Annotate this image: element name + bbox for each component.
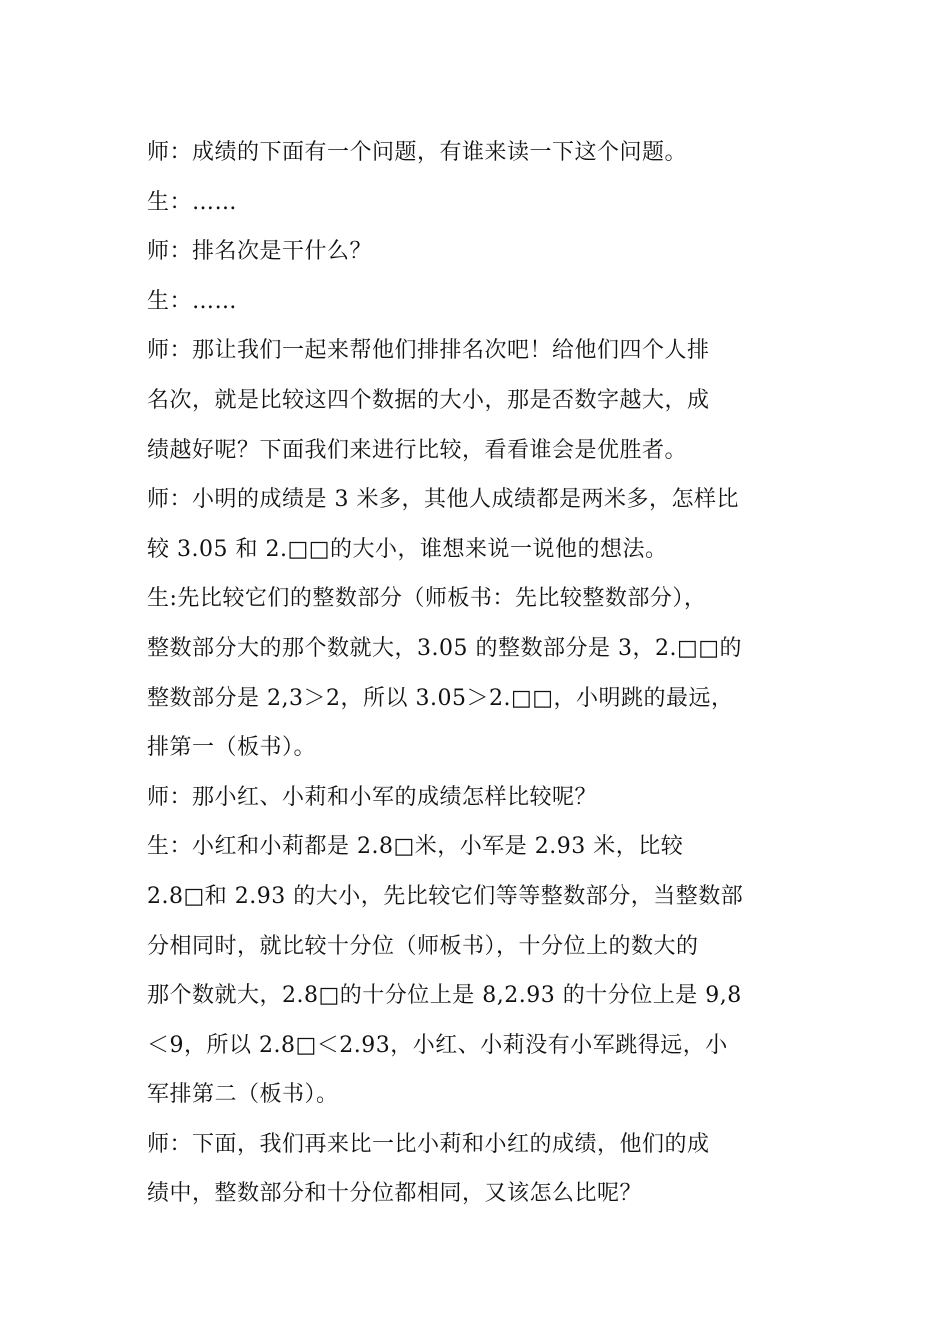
text-line: ＜9，所以 2.8□＜2.93，小红、小莉没有小军跳得远，小 (147, 1032, 728, 1058)
text-line: 生：…… (147, 288, 238, 314)
text-line: 师：排名次是干什么？ (147, 239, 373, 265)
text-line: 师：下面，我们再来比一比小莉和小红的成绩，他们的成 (147, 1131, 710, 1157)
document-body (147, 128, 817, 1219)
text-line: 师：那让我们一起来帮他们排排名次吧！给他们四个人排 (147, 338, 710, 364)
text-line: 那个数就大，2.8□的十分位上是 8,2.93 的十分位上是 9,8 (147, 983, 742, 1009)
text-line: 军排第二（板书）。 (147, 1082, 339, 1108)
text-line: 整数部分大的那个数就大，3.05 的整数部分是 3，2.□□的 (147, 635, 743, 661)
text-line: 分相同时，就比较十分位（师板书），十分位上的数大的 (147, 933, 699, 959)
text-line: 师：那小红、小莉和小军的成绩怎样比较呢？ (147, 784, 598, 810)
text-line: 较 3.05 和 2.□□的大小，谁想来说一说他的想法。 (147, 536, 668, 562)
text-line: 名次，就是比较这四个数据的大小，那是否数字越大，成 (147, 387, 710, 413)
text-line: 绩中，整数部分和十分位都相同，又该怎么比呢？ (147, 1181, 643, 1207)
text-line: 绩越好呢？下面我们来进行比较，看看谁会是优胜者。 (147, 437, 688, 463)
text-line: 生：小红和小莉都是 2.8□米，小军是 2.93 米，比较 (147, 834, 684, 860)
text-line: 整数部分是 2,3＞2，所以 3.05＞2.□□，小明跳的最远， (147, 685, 734, 711)
text-line: 师：小明的成绩是 3 米多，其他人成绩都是两米多，怎样比 (147, 487, 739, 513)
text-line: 排第一（板书）。 (147, 735, 317, 761)
text-line: 2.8□和 2.93 的大小，先比较它们等等整数部分，当整数部 (147, 883, 744, 909)
text-line: 师：成绩的下面有一个问题，有谁来读一下这个问题。 (147, 140, 688, 165)
text-line: 生:先比较它们的整数部分（师板书：先比较整数部分）， (147, 586, 707, 612)
text-line: 生：…… (147, 189, 238, 215)
